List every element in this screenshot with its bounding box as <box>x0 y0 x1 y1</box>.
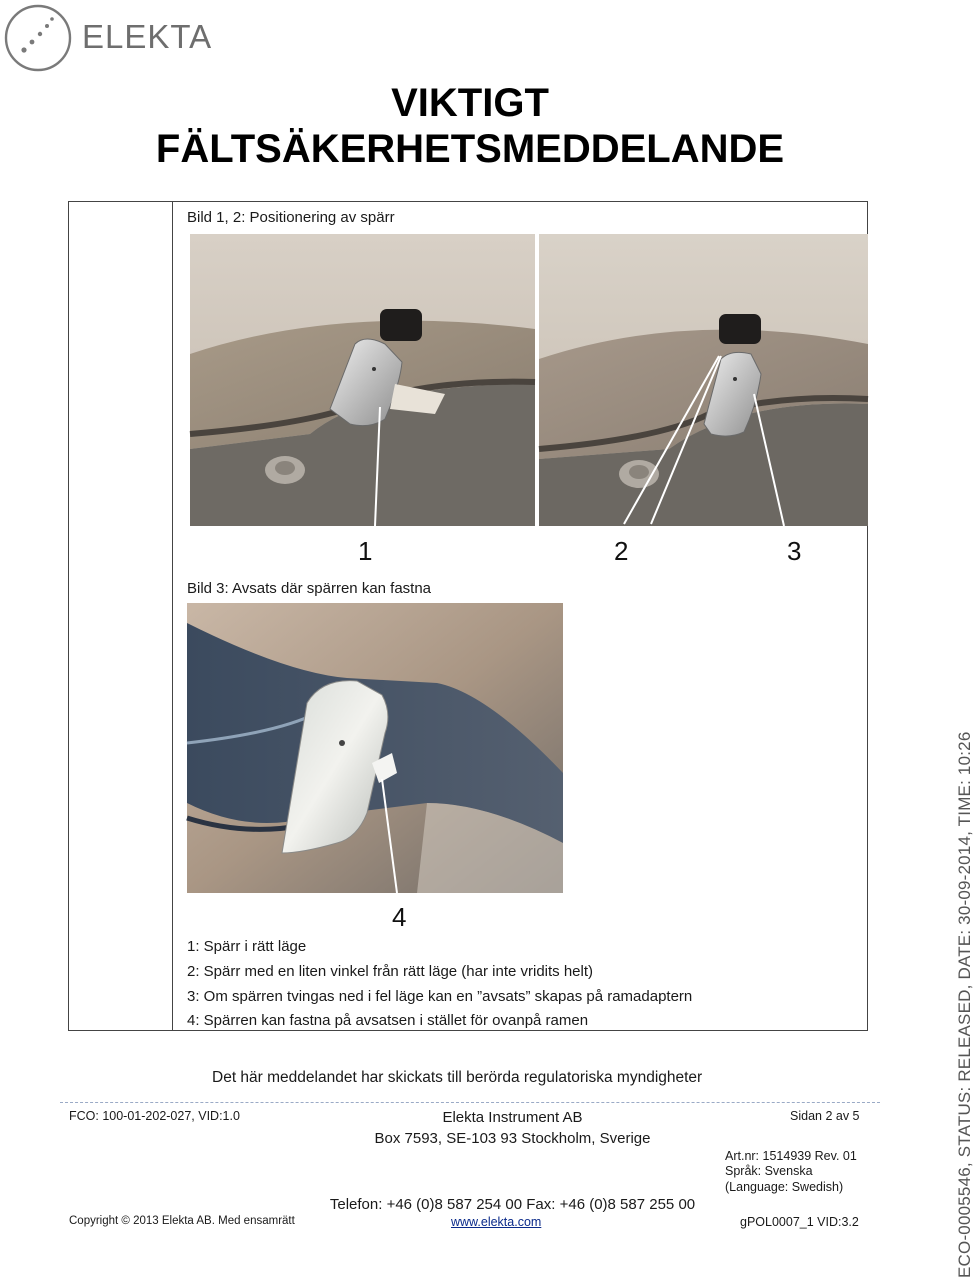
elekta-logo-mark-icon <box>2 2 74 74</box>
photo-latch-correct <box>190 234 535 526</box>
company-name: Elekta Instrument AB <box>442 1109 583 1126</box>
language: Språk: Svenska <box>725 1164 813 1178</box>
photo-latch-angled <box>539 234 868 526</box>
page-title-line1: VIKTIGT <box>391 81 549 125</box>
article-number: Art.nr: 1514939 Rev. 01 <box>725 1149 857 1163</box>
page-title-line2: FÄLTSÄKERHETSMEDDELANDE <box>155 127 785 171</box>
callout-number-2: 2 <box>614 536 629 566</box>
copyright: Copyright © 2013 Elekta AB. Med ensamrätt <box>69 1215 295 1227</box>
company-address: Box 7593, SE-103 93 Stockholm, Sverige <box>374 1130 651 1147</box>
callout-number-1: 1 <box>358 536 373 566</box>
release-stamp: ECO-0005546, STATUS: RELEASED, DATE: 30-09-2014, TIME: 10:26 <box>955 731 974 1278</box>
regulatory-notice: Det här meddelandet har skickats till berörda regulatoriska myndigheter <box>212 1069 703 1086</box>
document-id: gPOL0007_1 VID:3.2 <box>740 1215 859 1229</box>
language-english: (Language: Swedish) <box>725 1180 844 1194</box>
fco-number: FCO: 100-01-202-027, VID:1.0 <box>69 1109 240 1123</box>
figure-caption-1-2: Bild 1, 2: Positionering av spärr <box>187 209 395 226</box>
description-3: 3: Om spärren tvingas ned i fel läge kan en ”avsats” skapas på ramadaptern <box>187 988 693 1005</box>
description-1: 1: Spärr i rätt läge <box>187 938 307 955</box>
brand-name: ELEKTA <box>82 18 213 55</box>
callout-number-4: 4 <box>392 902 407 932</box>
footer-divider <box>60 1102 880 1103</box>
description-4: 4: Spärren kan fastna på avsatsen i stället för ovanpå ramen <box>187 1012 589 1029</box>
callout-number-3: 3 <box>787 536 802 566</box>
figure-caption-3: Bild 3: Avsats där spärren kan fastna <box>187 580 432 597</box>
content-frame-left-column <box>68 201 173 1031</box>
page-number: Sidan 2 av 5 <box>790 1109 860 1123</box>
photo-latch-ledge <box>187 603 563 893</box>
description-2: 2: Spärr med en liten vinkel från rätt läge (har inte vridits helt) <box>187 963 594 980</box>
website-link[interactable]: www.elekta.com <box>451 1215 542 1229</box>
phone-fax: Telefon: +46 (0)8 587 254 00 Fax: +46 (0)8 587 255 00 <box>329 1196 696 1213</box>
